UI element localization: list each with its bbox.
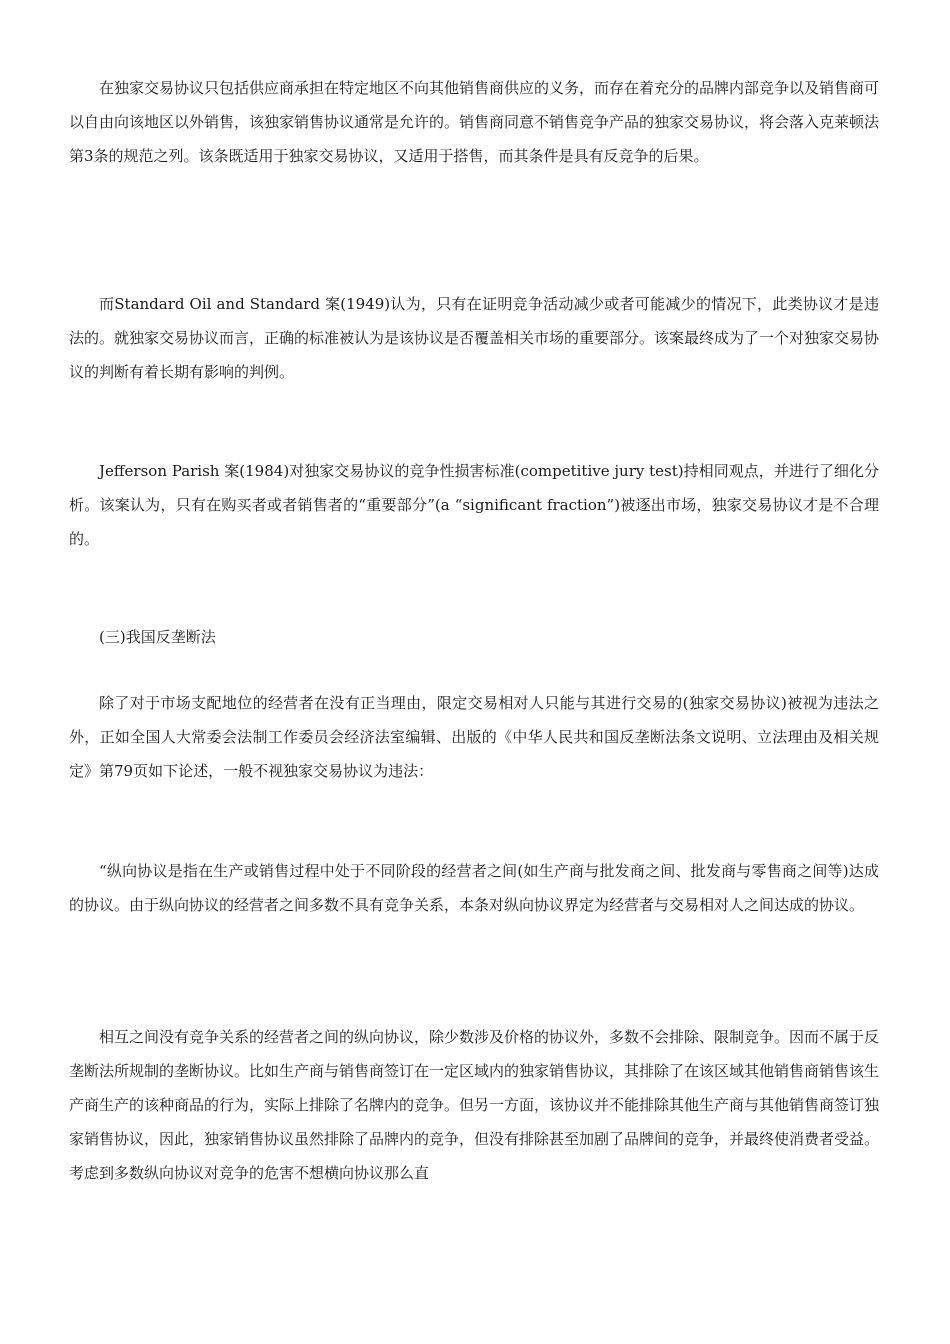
paragraph-standard-oil-case: 而Standard Oil and Standard 案(1949)认为，只有在证明竞争活动减少或者可能减少的情况下，此类协议才是违法的。就独家交易协议而言，正确的标准被认为是该协议是否覆盖相关市场的重要部分。该案最终成为了一个对独家交易协议的判断有着长期有影响的判例。 xyxy=(69,295,880,381)
section-heading-china-antimonopoly: (三)我国反垄断法 xyxy=(99,628,216,646)
paragraph-exclusive-dealing-intro: 在独家交易协议只包括供应商承担在特定地区不向其他销售商供应的义务，而存在着充分的品牌内部竞争以及销售商可以自由向该地区以外销售，该独家销售协议通常是允许的。销售商同意不销售竞争产品的独家交易协议，将会落入克莱顿法第3条的规范之列。该条既适用于独家交易协议，又适用于搭售，而其条件是具有反竞争的后果。 xyxy=(69,79,880,165)
paragraph-vertical-agreement-analysis: 相互之间没有竞争关系的经营者之间的纵向协议，除少数涉及价格的协议外，多数不会排除、限制竞争。因而不属于反垄断法所规制的垄断协议。比如生产商与销售商签订在一定区域内的独家销售协议，其排除了在该区域其他销售商销售该生产商生产的该种商品的行为，实际上排除了名牌内的竞争。但另一方面，该协议并不能排除其他生产商与其他销售商签订独家销售协议，因此，独家销售协议虽然排除了品牌内的竞争，但没有排除甚至加剧了品牌间的竞争，并最终使消费者受益。考虑到多数纵向协议对竞争的危害不想横向协议那么直 xyxy=(69,1028,880,1182)
paragraph-jefferson-parish-case: Jefferson Parish 案(1984)对独家交易协议的竞争性损害标准(competitive jury test)持相同观点，并进行了细化分析。该案认为，只有在购买者或者销售者的“重要部分”(a “significant fraction”)被逐出市场，独家交易协议才是不合理的。 xyxy=(69,462,879,548)
paragraph-china-law-overview: 除了对于市场支配地位的经营者在没有正当理由，限定交易相对人只能与其进行交易的(独家交易协议)被视为违法之外，正如全国人大常委会法制工作委员会经济法室编辑、出版的《中华人民共和国反垄断法条文说明、立法理由及相关规定》第79页如下论述，一般不视独家交易协议为违法： xyxy=(69,694,879,780)
paragraph-vertical-agreement-quote: “纵向协议是指在生产或销售过程中处于不同阶段的经营者之间(如生产商与批发商之间、批发商与零售商之间等)达成的协议。由于纵向协议的经营者之间多数不具有竞争关系，本条对纵向协议界定为经营者与交易相对人之间达成的协议。 xyxy=(69,862,879,914)
